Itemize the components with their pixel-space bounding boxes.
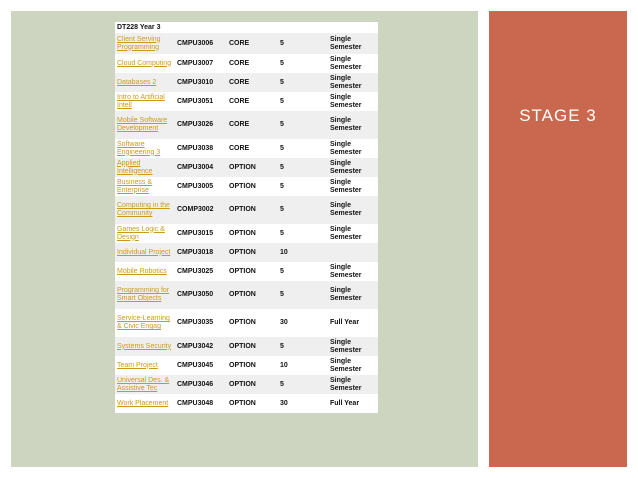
credits-cell: 5 — [278, 375, 328, 394]
type-cell: OPTION — [227, 243, 278, 262]
table-row — [115, 262, 378, 281]
type-cell: OPTION — [227, 281, 278, 309]
module-cell — [115, 92, 175, 111]
module-table — [115, 22, 378, 413]
table-row — [115, 196, 378, 224]
type-cell: OPTION — [227, 375, 278, 394]
module-link[interactable]: Individual Project — [117, 248, 171, 256]
credits-cell: 10 — [278, 356, 328, 375]
table-row — [115, 224, 378, 243]
credits-cell: 30 — [278, 394, 328, 413]
table-row — [115, 54, 378, 73]
module-link[interactable]: Games Logic & Design — [117, 225, 165, 241]
code-cell: CMPU3050 — [175, 281, 227, 309]
code-cell: CMPU3005 — [175, 177, 227, 196]
module-cell — [115, 356, 175, 375]
type-cell: OPTION — [227, 394, 278, 413]
semester-cell: Single Semester — [328, 281, 378, 309]
code-cell: CMPU3038 — [175, 139, 227, 158]
semester-cell: Single Semester — [328, 337, 378, 356]
module-link[interactable]: Systems Security — [117, 342, 172, 350]
type-cell: OPTION — [227, 177, 278, 196]
type-cell: OPTION — [227, 158, 278, 177]
semester-cell: Single Semester — [328, 92, 378, 111]
slide-title-panel — [489, 11, 627, 467]
table-row — [115, 375, 378, 394]
semester-cell: Full Year — [328, 394, 378, 413]
module-link[interactable]: Computing in the Community — [117, 202, 170, 217]
module-link[interactable]: Business & Enterprise — [117, 178, 153, 194]
module-cell — [115, 73, 175, 92]
type-cell: CORE — [227, 139, 278, 158]
credits-cell: 5 — [278, 33, 328, 54]
semester-cell: Single Semester — [328, 54, 378, 73]
credits-cell: 10 — [278, 243, 328, 262]
table-header-row — [115, 22, 378, 33]
credits-cell: 30 — [278, 309, 328, 337]
module-cell — [115, 337, 175, 356]
module-cell — [115, 375, 175, 394]
module-link[interactable]: Mobile Robotics — [117, 267, 167, 275]
module-cell — [115, 158, 175, 177]
module-cell — [115, 224, 175, 243]
semester-cell: Single Semester — [328, 356, 378, 375]
credits-cell: 5 — [278, 139, 328, 158]
credits-cell: 5 — [278, 158, 328, 177]
module-cell — [115, 243, 175, 262]
stage-title: STAGE 3 — [519, 106, 597, 125]
code-cell: CMPU3026 — [175, 111, 227, 139]
credits-cell: 5 — [278, 54, 328, 73]
module-link[interactable]: Team Project — [117, 361, 158, 369]
code-cell: CMPU3051 — [175, 92, 227, 111]
credits-cell: 5 — [278, 92, 328, 111]
module-link[interactable]: Applied Intelligence — [117, 159, 153, 175]
code-cell: CMPU3025 — [175, 262, 227, 281]
table-row — [115, 356, 378, 375]
module-link[interactable]: Software Engineering 3 — [117, 140, 161, 156]
type-cell: OPTION — [227, 224, 278, 243]
module-link[interactable]: Work Placement — [117, 399, 169, 407]
table-row — [115, 243, 378, 262]
module-cell — [115, 139, 175, 158]
credits-cell: 5 — [278, 337, 328, 356]
credits-cell: 5 — [278, 224, 328, 243]
table-row — [115, 111, 378, 139]
code-cell: CMPU3006 — [175, 33, 227, 54]
semester-cell: Single Semester — [328, 375, 378, 394]
table-row — [115, 139, 378, 158]
module-link[interactable]: Universal Des. & Assistive Tec — [117, 376, 170, 392]
module-cell — [115, 177, 175, 196]
code-cell: CMPU3042 — [175, 337, 227, 356]
type-cell: CORE — [227, 92, 278, 111]
type-cell: CORE — [227, 111, 278, 139]
code-cell: CMPU3018 — [175, 243, 227, 262]
semester-cell: Single Semester — [328, 177, 378, 196]
type-cell: CORE — [227, 33, 278, 54]
module-table-container — [115, 22, 378, 413]
module-cell — [115, 111, 175, 139]
module-link[interactable]: Intro to Artificial Intell — [117, 93, 165, 109]
table-row — [115, 281, 378, 309]
type-cell: OPTION — [227, 262, 278, 281]
credits-cell: 5 — [278, 177, 328, 196]
table-row — [115, 33, 378, 54]
semester-cell: Single Semester — [328, 73, 378, 92]
semester-cell: Full Year — [328, 309, 378, 337]
module-cell — [115, 309, 175, 337]
semester-cell: Single Semester — [328, 262, 378, 281]
table-row — [115, 92, 378, 111]
module-link[interactable]: Client Serving Programming — [117, 35, 161, 51]
module-cell — [115, 262, 175, 281]
table-row — [115, 394, 378, 413]
module-cell — [115, 281, 175, 309]
table-row — [115, 73, 378, 92]
module-cell — [115, 196, 175, 224]
module-cell — [115, 33, 175, 54]
semester-cell: Single Semester — [328, 224, 378, 243]
module-cell — [115, 394, 175, 413]
type-cell: OPTION — [227, 309, 278, 337]
table-row — [115, 309, 378, 337]
code-cell: CMPU3035 — [175, 309, 227, 337]
code-cell: CMPU3048 — [175, 394, 227, 413]
type-cell: OPTION — [227, 356, 278, 375]
module-link[interactable]: Mobile Software Development — [117, 117, 168, 132]
table-title: DT228 Year 3 — [115, 22, 378, 33]
semester-cell: Single Semester — [328, 196, 378, 224]
semester-cell: Single Semester — [328, 158, 378, 177]
type-cell: OPTION — [227, 196, 278, 224]
semester-cell: Single Semester — [328, 33, 378, 54]
semester-cell: Single Semester — [328, 111, 378, 139]
semester-cell — [328, 243, 378, 262]
module-cell — [115, 54, 175, 73]
code-cell: COMP3002 — [175, 196, 227, 224]
code-cell: CMPU3010 — [175, 73, 227, 92]
module-link[interactable]: Cloud Computing — [117, 59, 172, 67]
code-cell: CMPU3015 — [175, 224, 227, 243]
code-cell: CMPU3007 — [175, 54, 227, 73]
table-row — [115, 337, 378, 356]
code-cell: CMPU3045 — [175, 356, 227, 375]
semester-cell: Single Semester — [328, 139, 378, 158]
module-link[interactable]: Databases 2 — [117, 78, 157, 86]
type-cell: OPTION — [227, 337, 278, 356]
table-row — [115, 158, 378, 177]
code-cell: CMPU3004 — [175, 158, 227, 177]
table-row — [115, 177, 378, 196]
module-link[interactable]: Service-Learning & Civic Engag — [117, 315, 170, 330]
code-cell: CMPU3046 — [175, 375, 227, 394]
credits-cell: 5 — [278, 281, 328, 309]
type-cell: CORE — [227, 54, 278, 73]
type-cell: CORE — [227, 73, 278, 92]
credits-cell: 5 — [278, 73, 328, 92]
credits-cell: 5 — [278, 196, 328, 224]
module-link[interactable]: Programming for Smart Objects — [117, 287, 170, 302]
credits-cell: 5 — [278, 111, 328, 139]
credits-cell: 5 — [278, 262, 328, 281]
